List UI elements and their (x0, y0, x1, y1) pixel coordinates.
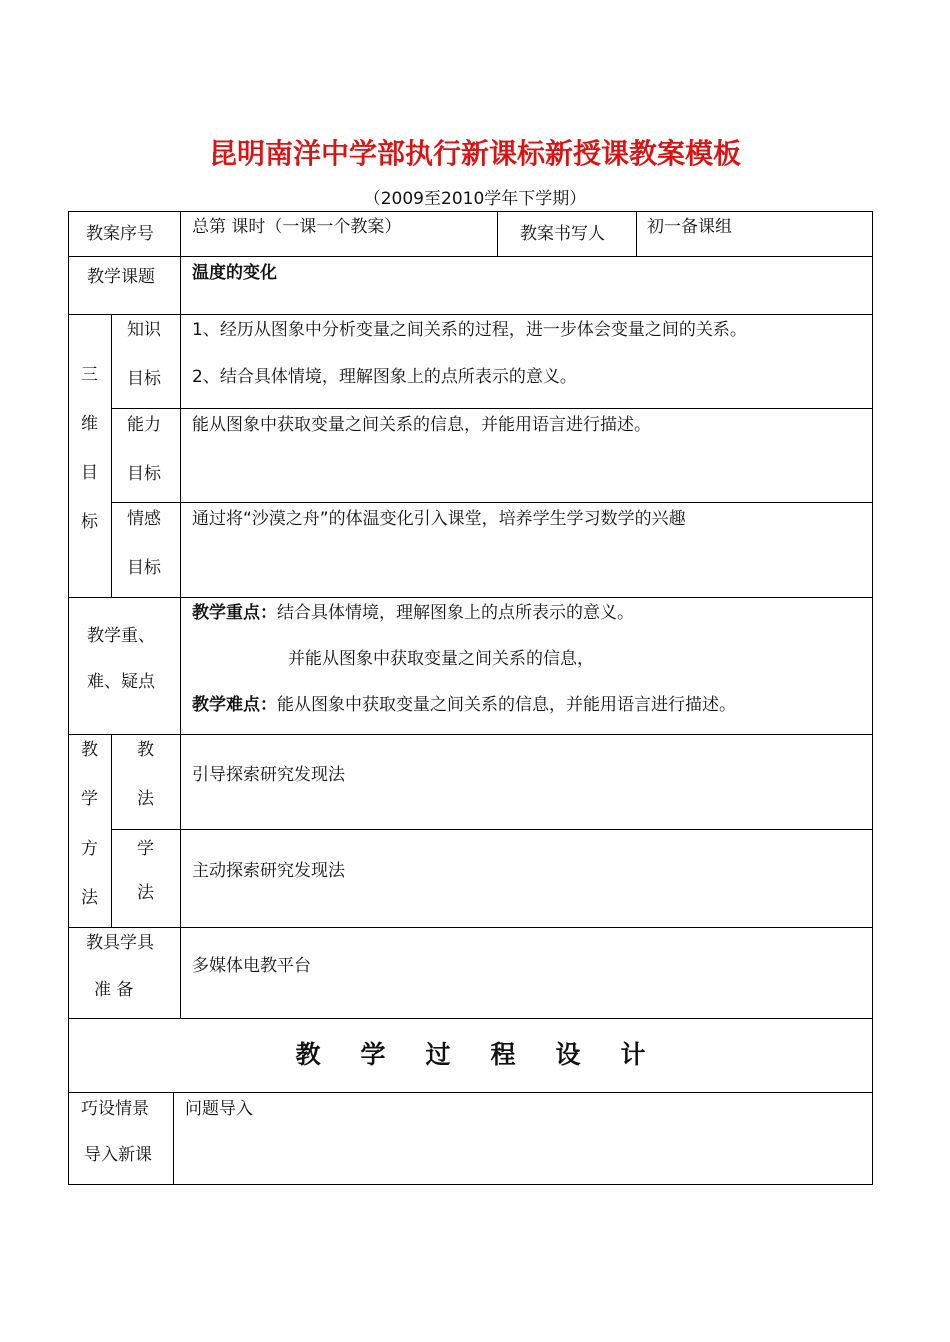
knowledge-label-2: 目标 (127, 369, 161, 389)
lesson-number-label: 教案序号 (86, 224, 154, 244)
emotion-label-1: 情感 (127, 509, 161, 529)
writer-label: 教案书写人 (520, 224, 605, 244)
teach-method-label-1: 教 (137, 740, 154, 760)
writer-value: 初一备课组 (647, 217, 732, 237)
goals-label-3: 目 (81, 463, 98, 483)
difficulty-row (192, 697, 736, 714)
key-point-row (192, 605, 634, 622)
key-points-label-2: 难、疑点 (87, 672, 155, 692)
lesson-number-value: 总第 课时（一课一个教案） (192, 217, 402, 237)
intro-label-2: 导入新课 (84, 1145, 152, 1165)
goals-label-1: 三 (81, 365, 98, 385)
methods-label-3: 方 (81, 839, 98, 859)
goals-label-2: 维 (81, 414, 98, 434)
tools-label-1: 教具学具 (86, 933, 154, 953)
topic-value: 温度的变化 (192, 263, 277, 283)
goals-label-4: 标 (81, 512, 98, 532)
document-subtitle: （2009至2010学年下学期） (363, 189, 587, 209)
ability-label-1: 能力 (127, 415, 161, 435)
methods-label-1: 教 (81, 740, 98, 760)
intro-label-1: 巧设情景 (81, 1099, 149, 1119)
intro-text: 问题导入 (185, 1099, 253, 1119)
ability-text: 能从图象中获取变量之间关系的信息，并能用语言进行描述。 (192, 415, 651, 435)
process-title: 教学过程设计 (295, 1040, 686, 1069)
emotion-text: 通过将“沙漠之舟”的体温变化引入课堂，培养学生学习数学的兴趣 (192, 509, 686, 529)
difficulty-title: 教学难点： (192, 695, 277, 715)
teach-method-label-2: 法 (137, 789, 154, 809)
difficulty-text: 能从图象中获取变量之间关系的信息，并能用语言进行描述。 (277, 695, 736, 715)
key-point-continued: 并能从图象中获取变量之间关系的信息， (288, 649, 594, 669)
key-point-title: 教学重点： (192, 603, 277, 623)
key-point-text: 结合具体情境，理解图象上的点所表示的意义。 (277, 603, 634, 623)
topic-label: 教学课题 (87, 267, 155, 287)
knowledge-line-2: 2、结合具体情境，理解图象上的点所表示的意义。 (192, 367, 577, 387)
ability-label-2: 目标 (127, 464, 161, 484)
learn-method-text: 主动探索研究发现法 (192, 861, 345, 881)
learn-method-label-1: 学 (137, 839, 154, 859)
learn-method-label-2: 法 (137, 883, 154, 903)
tools-label-2: 准 备 (94, 980, 134, 1000)
methods-label-4: 法 (81, 888, 98, 908)
teach-method-text: 引导探索研究发现法 (192, 765, 345, 785)
knowledge-label-1: 知识 (127, 320, 161, 340)
tools-text: 多媒体电教平台 (192, 956, 311, 976)
key-points-label-1: 教学重、 (87, 626, 155, 646)
emotion-label-2: 目标 (127, 558, 161, 578)
document-title: 昆明南洋中学部执行新课标新授课教案模板 (208, 137, 741, 170)
knowledge-line-1: 1、经历从图象中分析变量之间关系的过程，进一步体会变量之间的关系。 (192, 320, 747, 340)
methods-label-2: 学 (81, 789, 98, 809)
